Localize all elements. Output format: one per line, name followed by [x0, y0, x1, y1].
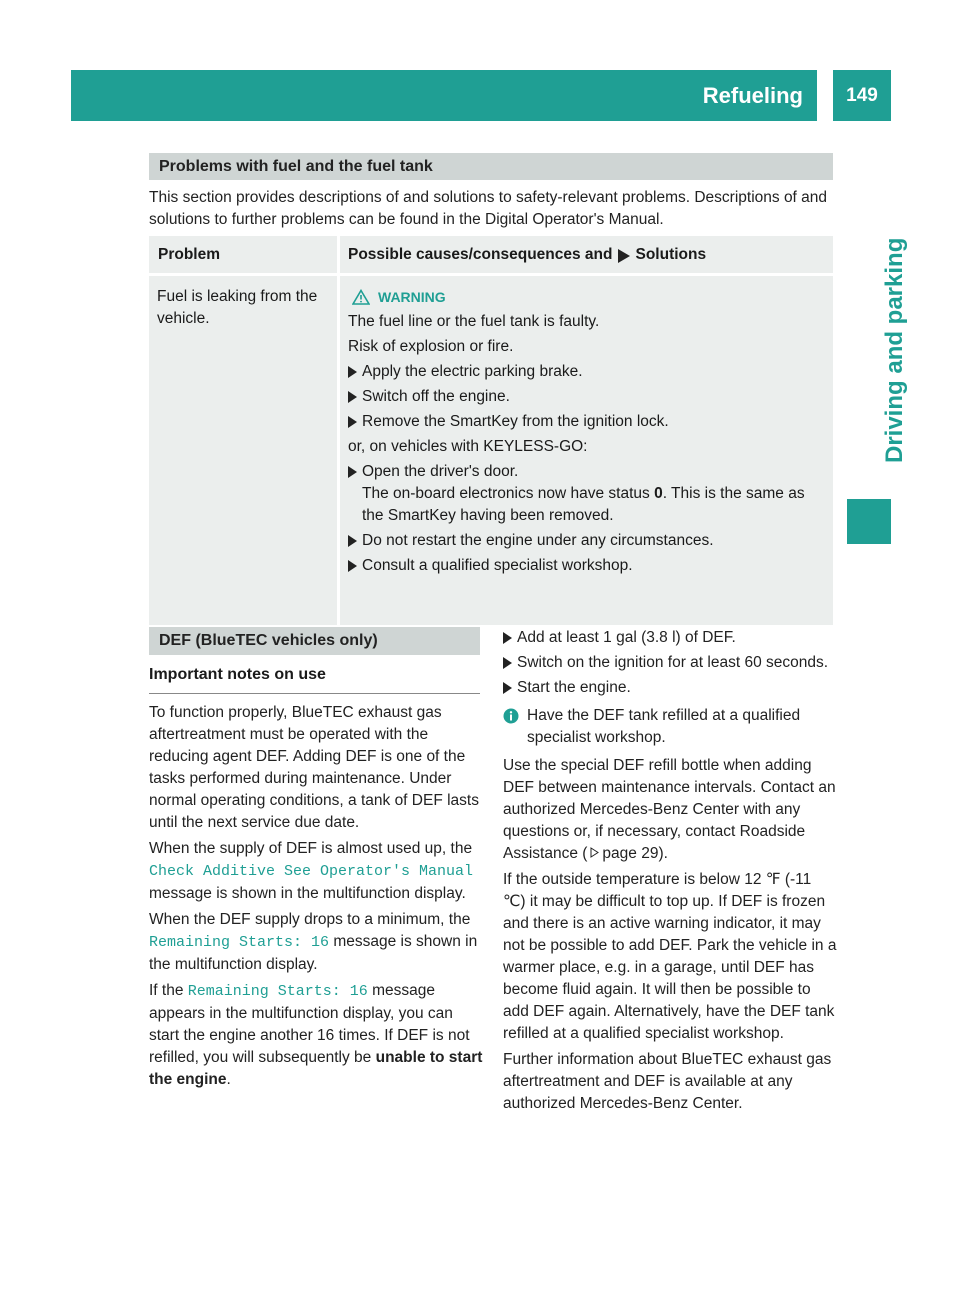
section-heading-text: Problems with fuel and the fuel tank [159, 157, 433, 175]
table-header [149, 236, 833, 273]
cause-text: The fuel line or the fuel tank is faulty. [348, 313, 600, 330]
paragraph: To function properly, BlueTEC exhaust gas aftertreatment must be operated with the reducing agent DEF. Adding DEF is one of the tasks performed during maintenance. Under normal operating conditions, a tank of DEF lasts until the next service due date. [149, 704, 479, 831]
side-tab-label: Driving and parking [881, 237, 908, 463]
text: message is shown in the multifunction display. [149, 885, 466, 902]
section-title: Refueling [702, 82, 803, 108]
section-heading-text: DEF (BlueTEC vehicles only) [159, 632, 378, 649]
step-text: Start the engine. [517, 679, 631, 696]
text: If the [149, 982, 184, 999]
step-item [348, 361, 825, 383]
page-number-box [833, 70, 891, 121]
paragraph [149, 980, 485, 1091]
divider [149, 693, 480, 694]
step-detail: . This is the same as the SmartKey having been removed. [362, 485, 805, 524]
text: When the DEF supply drops to a minimum, the [149, 911, 471, 928]
arrow-right-icon [503, 632, 512, 644]
step-item [503, 652, 837, 674]
paragraph: Further information about BlueTEC exhaust gas aftertreatment and DEF is available at any authorized Mercedes-Benz Center. [503, 1051, 832, 1112]
section-heading-fuel [149, 153, 833, 180]
display-message: Remaining Starts: 16 [149, 934, 330, 951]
paragraph [149, 909, 485, 976]
step-item [348, 530, 825, 552]
arrow-right-icon [348, 391, 357, 403]
paragraph: If the outside temperature is below 12 ℉ (-11 ℃) it may be difficult to top up. If DEF is frozen and there is an active warning indicator, it may not be possible to add DEF. Park the vehicle in a warmer place, e.g. in a garage, until DEF has become fluid again. It will then be possible to add DEF again. Alternatively, have the DEF tank refilled at a qualified specialist workshop. [503, 871, 837, 1042]
text: . [226, 1071, 231, 1088]
warning-triangle-icon [352, 289, 370, 305]
paragraph [503, 755, 837, 865]
column-header-causes [337, 236, 833, 273]
page-reference[interactable]: page 29 [602, 845, 659, 862]
cause-text: Risk of explosion or fire. [348, 338, 514, 355]
arrow-right-icon [348, 560, 357, 572]
info-text: Have the DEF tank refilled at a qualified specialist workshop. [527, 707, 801, 746]
page-number: 149 [846, 84, 878, 106]
arrow-right-icon [348, 466, 357, 478]
arrow-right-icon [348, 416, 357, 428]
section-heading-def [149, 627, 480, 655]
step-text: Apply the electric parking brake. [362, 363, 583, 380]
text: message is shown in the multifunction display. [149, 933, 478, 973]
text: When the supply of DEF is almost used up, the [149, 840, 473, 857]
step-detail: The on-board electronics now have status [362, 485, 650, 502]
step-text: Do not restart the engine under any circumstances. [362, 532, 714, 549]
step-text: Consult a qualified specialist workshop. [362, 557, 633, 574]
column-header-causes-text: Possible causes/consequences and [348, 246, 613, 263]
left-column [149, 702, 485, 1095]
step-text: Switch off the engine. [362, 388, 510, 405]
problem-table [149, 236, 833, 625]
text: Use the special DEF refill bottle when adding DEF between maintenance intervals. Contact an authorized Mercedes-Benz Center with any questions or, if necessary, contact Roadside Assistance ( [503, 757, 836, 862]
step-text: Switch on the ignition for at least 60 seconds. [517, 654, 829, 671]
subheading: Important notes on use [149, 666, 326, 683]
step-text [362, 461, 825, 527]
warning-label: WARNING [378, 289, 446, 305]
causes-cell [337, 276, 833, 625]
step-text: Remove the SmartKey from the ignition lock. [362, 413, 669, 430]
step-item [348, 555, 825, 577]
problem-cell: Fuel is leaking from the vehicle. [157, 288, 318, 327]
emphasis: unable to start the engine [149, 1049, 483, 1088]
step-item [503, 677, 837, 699]
arrow-right-icon [503, 657, 512, 669]
step-item [348, 386, 825, 408]
side-tab-marker [847, 499, 891, 544]
section-intro: This section provides descriptions of and solutions to safety-relevant problems. Descriptions of and solutions to further problems can be found in the Digital Operator's Manual. [149, 189, 828, 228]
arrow-right-icon [617, 248, 631, 264]
arrow-right-icon [503, 682, 512, 694]
status-value: 0 [654, 485, 663, 502]
step-item [348, 411, 825, 433]
arrow-right-icon [348, 535, 357, 547]
info-note [503, 705, 837, 749]
or-text: or, on vehicles with KEYLESS-GO: [348, 438, 588, 455]
step-item [503, 627, 837, 649]
column-header-solutions-text: Solutions [635, 246, 707, 263]
step-title: Open the driver's door. [362, 463, 519, 480]
table-row [149, 273, 833, 625]
text: ). [658, 845, 668, 862]
paragraph [149, 838, 485, 905]
display-message: Check Additive See Operator's Manual [149, 863, 474, 880]
page-ref-icon [590, 847, 599, 858]
column-header-problem: Problem [158, 246, 221, 263]
side-tab [847, 135, 908, 465]
step-text: Add at least 1 gal (3.8 l) of DEF. [517, 629, 736, 646]
display-message: Remaining Starts: 16 [187, 983, 368, 1000]
header-section-title [71, 70, 817, 121]
text: message appears in the multifunction display, you can start the engine another 16 times. If DEF is not refilled, you will subsequently be [149, 982, 470, 1066]
arrow-right-icon [348, 366, 357, 378]
info-icon [503, 708, 519, 724]
step-item [348, 461, 825, 527]
warning-line [352, 286, 825, 308]
right-column [503, 627, 837, 1119]
